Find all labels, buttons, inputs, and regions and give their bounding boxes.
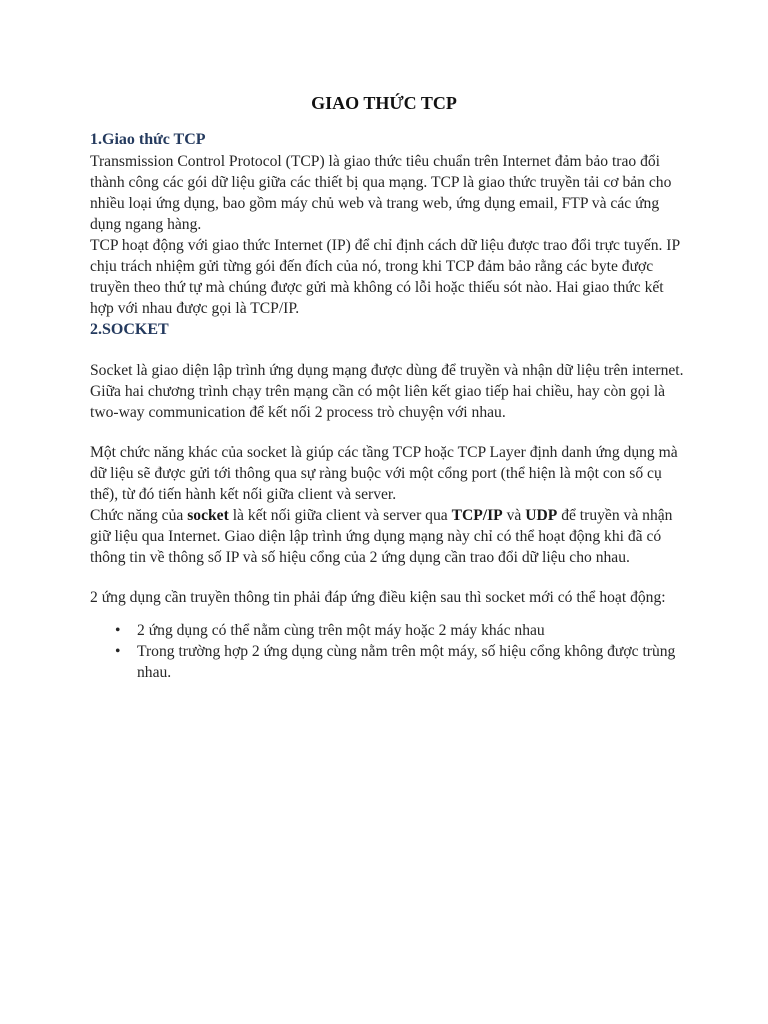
section-heading-tcp: 1.Giao thức TCP bbox=[90, 131, 206, 148]
paragraph-tcp-intro: Transmission Control Protocol (TCP) là giao thức tiêu chuẩn trên Internet đảm bảo trao đổi thành công các gói dữ liệu giữa các thiết bị qua mạng. TCP là giao thức truyền tải cơ bản cho nhiều loại ứng dụng, bao gồm máy chủ web và trang web, ứng dụng email, FTP và các ứng dụng ngang hàng. bbox=[90, 153, 672, 233]
list-item bbox=[90, 641, 690, 683]
text-run: để truyền và nhận giữ liệu qua Internet. Giao diện lập trình ứng dụng mạng này chỉ có thể hoạt động khi đã có thông tin về thông số IP và số hiệu cổng của 2 ứng dụng cần trao đổi dữ liệu cho nhau. bbox=[90, 507, 673, 566]
spacer bbox=[90, 341, 690, 360]
section-heading-socket: 2.SOCKET bbox=[90, 321, 169, 338]
bullet-icon: • bbox=[115, 643, 121, 660]
document-body bbox=[90, 129, 690, 683]
bold-udp: UDP bbox=[525, 507, 558, 524]
spacer bbox=[90, 423, 690, 442]
bold-socket: socket bbox=[187, 507, 229, 524]
text-run: là kết nối giữa client và server qua bbox=[228, 507, 452, 524]
bullet-icon: • bbox=[115, 622, 121, 639]
paragraph-tcp-ip: TCP hoạt động với giao thức Internet (IP) để chỉ định cách dữ liệu được trao đổi trực tuyến. IP chịu trách nhiệm gửi từng gói đến đích của nó, trong khi TCP đảm bảo rằng các byte được truyền theo thứ tự mà chúng được gửi mà không có lỗi hoặc thiếu sót nào. Hai giao thức kết hợp với nhau được gọi là TCP/IP. bbox=[90, 237, 680, 317]
paragraph-socket-conditions: 2 ứng dụng cần truyền thông tin phải đáp ứng điều kiện sau thì socket mới có thể hoạt động: bbox=[90, 589, 666, 606]
conditions-list bbox=[90, 620, 690, 683]
list-item-text: 2 ứng dụng có thể nằm cùng trên một máy hoặc 2 máy khác nhau bbox=[137, 622, 545, 639]
paragraph-socket-intro: Socket là giao diện lập trình ứng dụng mạng được dùng để truyền và nhận dữ liệu trên internet. Giữa hai chương trình chạy trên mạng cần có một liên kết giao tiếp hai chiều, hay còn gọi là two-way communication để kết nối 2 process trò chuyện với nhau. bbox=[90, 362, 684, 421]
list-item bbox=[90, 620, 690, 641]
spacer bbox=[90, 608, 690, 620]
page-title: GIAO THỨC TCP bbox=[311, 93, 457, 113]
text-run: và bbox=[502, 507, 526, 524]
text-run: Chức năng của bbox=[90, 507, 188, 524]
list-item-text: Trong trường hợp 2 ứng dụng cùng nằm trên một máy, số hiệu cổng không được trùng nhau. bbox=[137, 643, 676, 681]
bold-tcpip: TCP/IP bbox=[451, 507, 503, 524]
spacer bbox=[90, 568, 690, 587]
paragraph-socket-function bbox=[90, 505, 690, 568]
paragraph-socket-port: Một chức năng khác của socket là giúp các tầng TCP hoặc TCP Layer định danh ứng dụng mà dữ liệu sẽ được gửi tới thông qua sự ràng buộc với một cổng port (thể hiện là một con số cụ thể), từ đó tiến hành kết nối giữa client và server. bbox=[90, 444, 678, 503]
